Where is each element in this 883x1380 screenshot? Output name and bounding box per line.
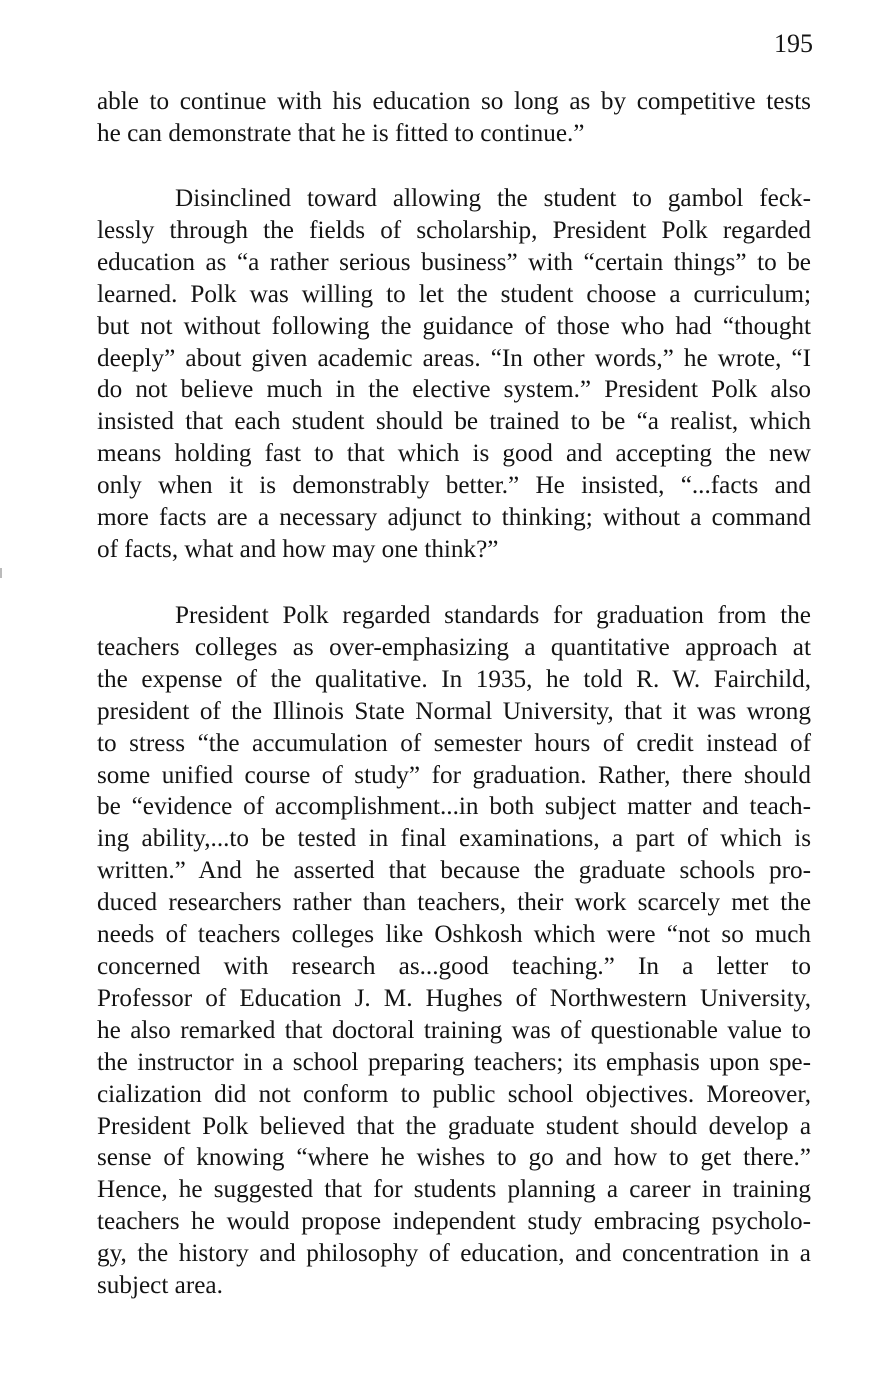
text-line: sense of knowing “where he wishes to go and how to get there.”: [97, 1144, 811, 1172]
text-line: more facts are a necessary adjunct to thinking; without a command: [97, 504, 811, 532]
text-line: able to continue with his education so long as by competitive tests: [97, 88, 811, 115]
text-line: President Polk believed that the graduate student should develop a: [97, 1112, 811, 1140]
text-line: the expense of the qualitative. In 1935, he told R. W. Fairchild,: [97, 665, 811, 693]
text-line: concerned with research as...good teaching.” In a letter to: [97, 952, 811, 980]
text-line: but not without following the guidance of those who had “thought: [97, 312, 811, 340]
page-number: 195: [774, 29, 813, 58]
text-line: Disinclined toward allowing the student to gambol feck-: [175, 185, 811, 212]
text-line: president of the Illinois State Normal University, that it was wrong: [97, 697, 811, 725]
text-line: learned. Polk was willing to let the student choose a curriculum;: [97, 280, 811, 308]
text-line: the instructor in a school preparing teachers; its emphasis upon spe-: [97, 1048, 811, 1076]
text-line: ing ability,...to be tested in final examinations, a part of which is: [97, 825, 811, 853]
text-line: lessly through the fields of scholarship, President Polk regarded: [97, 216, 811, 244]
text-line: deeply” about given academic areas. “In other words,” he wrote, “I: [97, 344, 811, 372]
scan-margin-mark: [0, 568, 2, 578]
text-line: President Polk regarded standards for graduation from the: [175, 602, 811, 629]
text-line: needs of teachers colleges like Oshkosh which were “not so much: [97, 921, 811, 949]
text-line: he can demonstrate that he is fitted to continue.”: [97, 119, 585, 147]
text-line: of facts, what and how may one think?”: [97, 535, 499, 563]
text-line: cialization did not conform to public school objectives. Moreover,: [97, 1080, 811, 1108]
text-line: he also remarked that doctoral training was of questionable value to: [97, 1016, 811, 1044]
text-line: to stress “the accumulation of semester hours of credit instead of: [97, 729, 811, 757]
text-line: written.” And he asserted that because the graduate schools pro-: [97, 857, 811, 885]
text-line: Hence, he suggested that for students planning a career in training: [97, 1176, 811, 1204]
text-line: some unified course of study” for graduation. Rather, there should: [97, 761, 811, 789]
text-line: insisted that each student should be trained to be “a realist, which: [97, 408, 811, 436]
paragraph-polk-education-philosophy: [97, 183, 811, 566]
paragraph-graduation-standards: [97, 600, 811, 1302]
text-line: only when it is demonstrably better.” He insisted, “...facts and: [97, 472, 811, 500]
text-line: means holding fast to that which is good and accepting the new: [97, 440, 811, 468]
text-line: teachers he would propose independent study embracing psycholo-: [97, 1208, 811, 1236]
text-line: duced researchers rather than teachers, their work scarcely met the: [97, 889, 811, 917]
paragraph-continuation: [97, 86, 811, 150]
text-line: gy, the history and philosophy of education, and concentration in a: [97, 1240, 811, 1268]
text-line: do not believe much in the elective system.” President Polk also: [97, 376, 811, 404]
text-line: teachers colleges as over-emphasizing a quantitative approach at: [97, 633, 811, 661]
text-line: subject area.: [97, 1272, 223, 1300]
text-line: Professor of Education J. M. Hughes of Northwestern University,: [97, 984, 811, 1012]
text-line: education as “a rather serious business” with “certain things” to be: [97, 248, 811, 276]
text-line: be “evidence of accomplishment...in both subject matter and teach-: [97, 793, 811, 821]
